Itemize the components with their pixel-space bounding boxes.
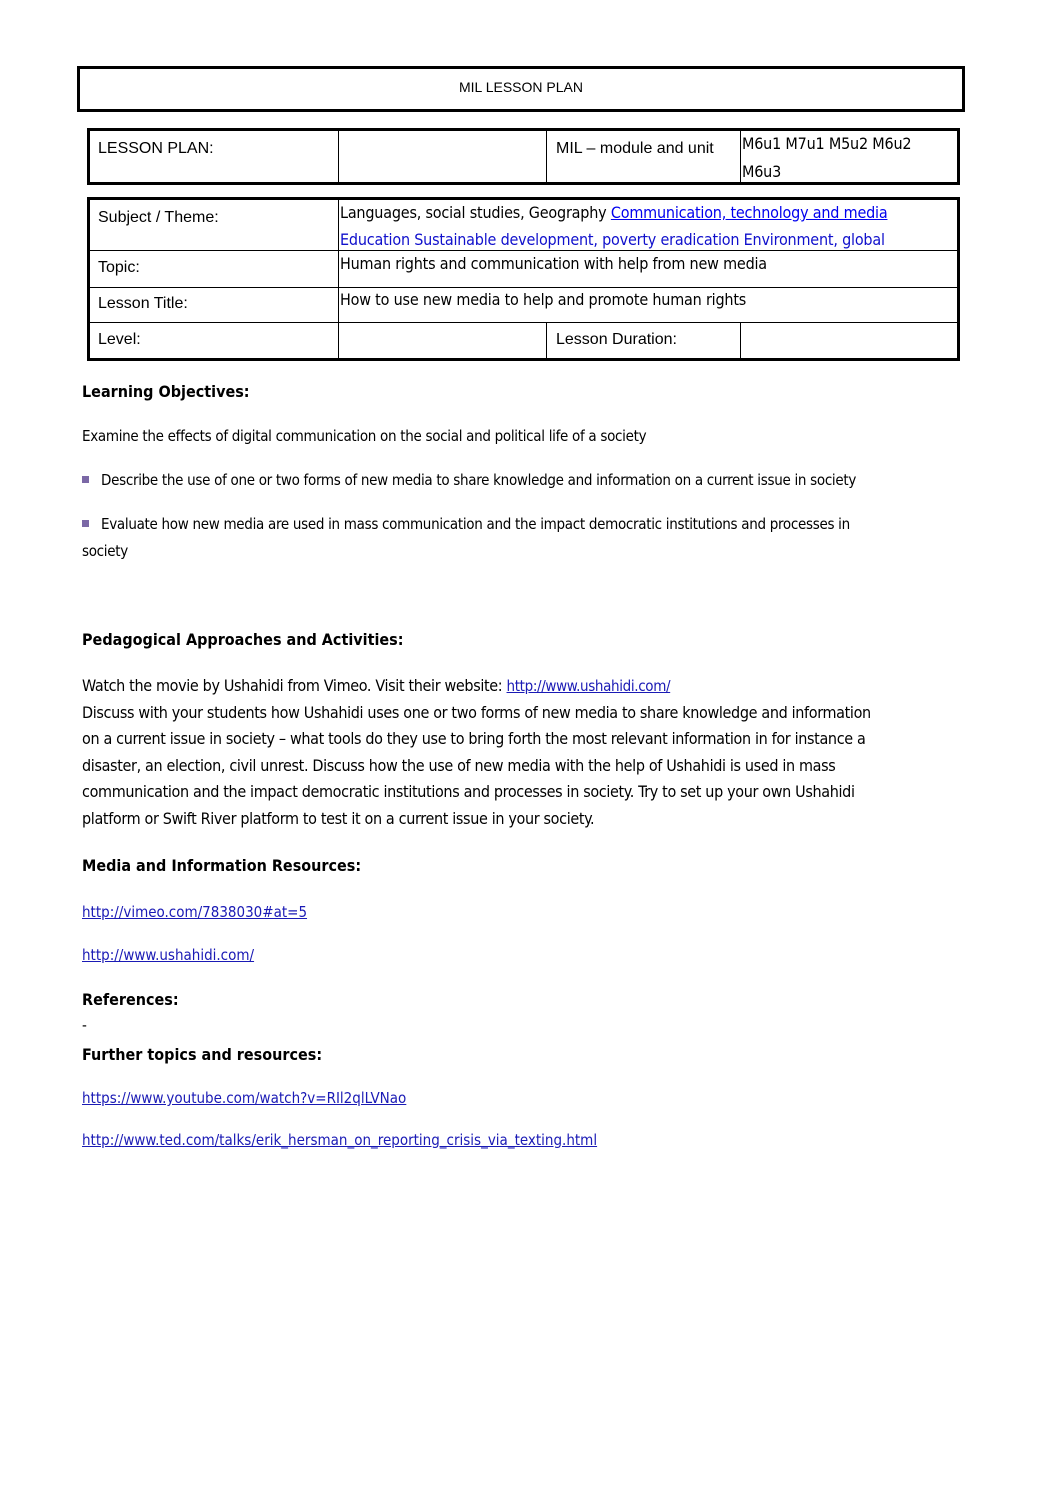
info-table [87, 197, 960, 361]
references-heading: References: [82, 990, 179, 1009]
document-title-box [77, 66, 965, 112]
vimeo-link[interactable]: http://vimeo.com/7838030#at=5 [82, 903, 308, 921]
pedagogical-line: Discuss with your students how Ushahidi uses one or two forms of new media to share knowledge and information [82, 702, 871, 722]
youtube-link[interactable]: https://www.youtube.com/watch?v=RIl2qlLVNao [82, 1089, 407, 1107]
header-table [87, 128, 960, 185]
bullet-square-icon [82, 476, 89, 483]
pedagogical-line: disaster, an election, civil unrest. Discuss how the use of new media with the help of Ushahidi is used in mass [82, 755, 836, 775]
further-topics-heading: Further topics and resources: [82, 1045, 323, 1064]
lesson-title-label: Lesson Title: [98, 295, 188, 312]
pedagogical-line: Watch the movie by Ushahidi from Vimeo. Visit their website: http://www.ushahidi.com/ [82, 676, 671, 695]
pedagogical-line: communication and the impact democratic institutions and processes in society. Try to set up your own Ushahidi [82, 782, 855, 801]
ushahidi-resource-link[interactable]: http://www.ushahidi.com/ [82, 946, 255, 964]
divider [90, 250, 957, 251]
pedagogical-line: on a current issue in society – what tools do they use to bring forth the most relevant information in for instance a [82, 729, 866, 748]
document-title: MIL LESSON PLAN [459, 79, 583, 95]
pedagogical-heading: Pedagogical Approaches and Activities: [82, 630, 404, 649]
divider [338, 131, 339, 182]
pedagogical-body [82, 673, 972, 832]
objective-bullet-continuation: society [82, 542, 128, 560]
level-label: Level: [98, 331, 141, 348]
module-value-line1: M6u1 M7u1 M5u2 M6u2 [742, 134, 912, 153]
learning-objectives-heading: Learning Objectives: [82, 382, 250, 401]
ushahidi-link[interactable]: http://www.ushahidi.com/ [506, 677, 671, 695]
subject-label: Subject / Theme: [98, 209, 219, 226]
divider [90, 287, 957, 288]
divider [338, 200, 339, 358]
duration-label: Lesson Duration: [556, 331, 677, 348]
references-value: - [82, 1016, 87, 1034]
divider [740, 131, 741, 182]
divider [90, 322, 957, 323]
ted-link[interactable]: http://www.ted.com/talks/erik_hersman_on_reporting_crisis_via_texting.html [82, 1131, 598, 1149]
subject-plain: Languages, social studies, Geography [340, 203, 611, 222]
divider [546, 131, 547, 182]
bullet-square-icon [82, 520, 89, 527]
topic-label: Topic: [98, 259, 140, 276]
media-resources-heading: Media and Information Resources: [82, 856, 362, 875]
topic-value: Human rights and communication with help from new media [340, 254, 767, 273]
module-value-line2: M6u3 [742, 162, 782, 181]
objective-bullet: Evaluate how new media are used in mass communication and the impact democratic institutions and processes in [82, 515, 850, 533]
subject-line2: Education Sustainable development, poverty eradication Environment, global [340, 230, 885, 249]
module-label: MIL – module and unit [556, 140, 714, 157]
objective-intro: Examine the effects of digital communication on the social and political life of a society [82, 427, 647, 445]
subject-link[interactable]: Communication, technology and media [610, 203, 888, 222]
divider [740, 322, 741, 358]
objective-bullet: Describe the use of one or two forms of new media to share knowledge and information on a current issue in society [82, 471, 856, 489]
lesson-plan-label: LESSON PLAN: [98, 140, 214, 157]
subject-value [340, 203, 887, 222]
lesson-title-value: How to use new media to help and promote human rights [340, 290, 747, 309]
divider [546, 322, 547, 358]
pedagogical-line: platform or Swift River platform to test it on a current issue in your society. [82, 808, 595, 828]
